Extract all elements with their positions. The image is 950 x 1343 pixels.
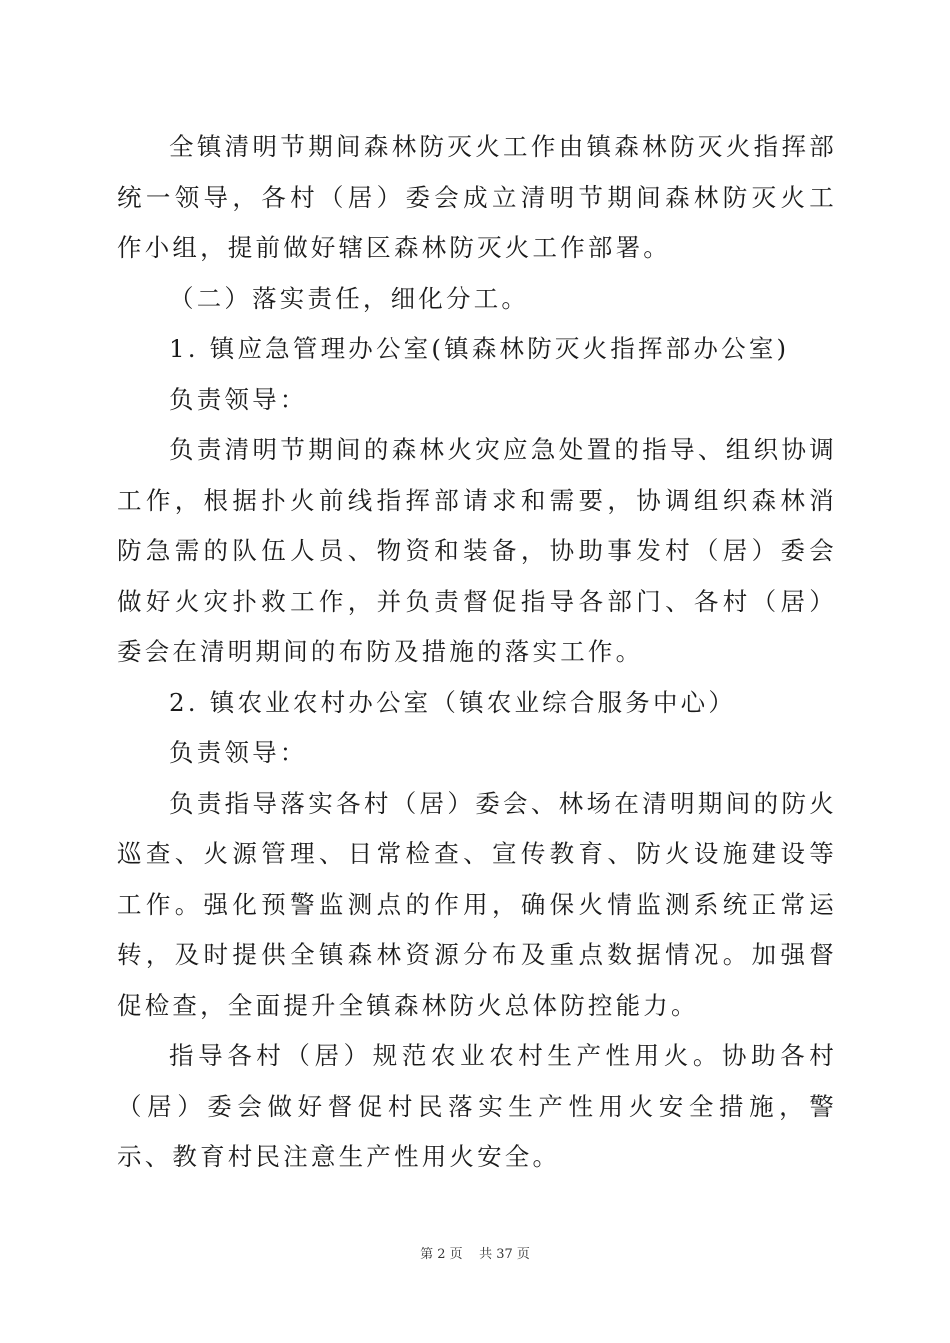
paragraph-leadership: 全镇清明节期间森林防灭火工作由镇森林防灭火指挥部统一领导，各村（居）委会成立清明节期间森林防灭火工作小组，提前做好辖区森林防灭火工作部署。	[117, 132, 837, 262]
document-body	[117, 122, 837, 1183]
section-heading-responsibility: （二）落实责任，细化分工。	[169, 283, 530, 313]
responsible-leader-label: 负责领导：	[169, 738, 308, 767]
item-heading-agriculture-office: 2. 镇农业农村办公室（镇农业综合服务中心）	[169, 687, 737, 717]
page-number: 第 2 页 共 37 页	[420, 1247, 530, 1262]
item-heading-emergency-office: 1. 镇应急管理办公室(镇森林防灭火指挥部办公室)	[169, 334, 790, 363]
paragraph-emergency-office-duties: 负责清明节期间的森林火灾应急处置的指导、组织协调工作，根据扑火前线指挥部请求和需要，协调组织森林消防急需的队伍人员、物资和装备，协助事发村（居）委会做好火灾扑救工作，并负责督促指导各部门、各村（居）委会在清明期间的布防及措施的落实工作。	[117, 435, 837, 666]
paragraph-agriculture-fire-guidance: 指导各村（居）规范农业农村生产性用火。协助各村（居）委会做好督促村民落实生产性用火安全措施，警示、教育村民注意生产性用火安全。	[117, 1041, 837, 1171]
paragraph-agriculture-office-duties: 负责指导落实各村（居）委会、林场在清明期间的防火巡查、火源管理、日常检查、宣传教育、防火设施建设等工作。强化预警监测点的作用，确保火情监测系统正常运转，及时提供全镇森林资源分布及重点数据情况。加强督促检查，全面提升全镇森林防火总体防控能力。	[117, 788, 837, 1020]
responsible-leader-label: 负责领导：	[169, 384, 308, 414]
page-footer	[0, 1245, 950, 1265]
